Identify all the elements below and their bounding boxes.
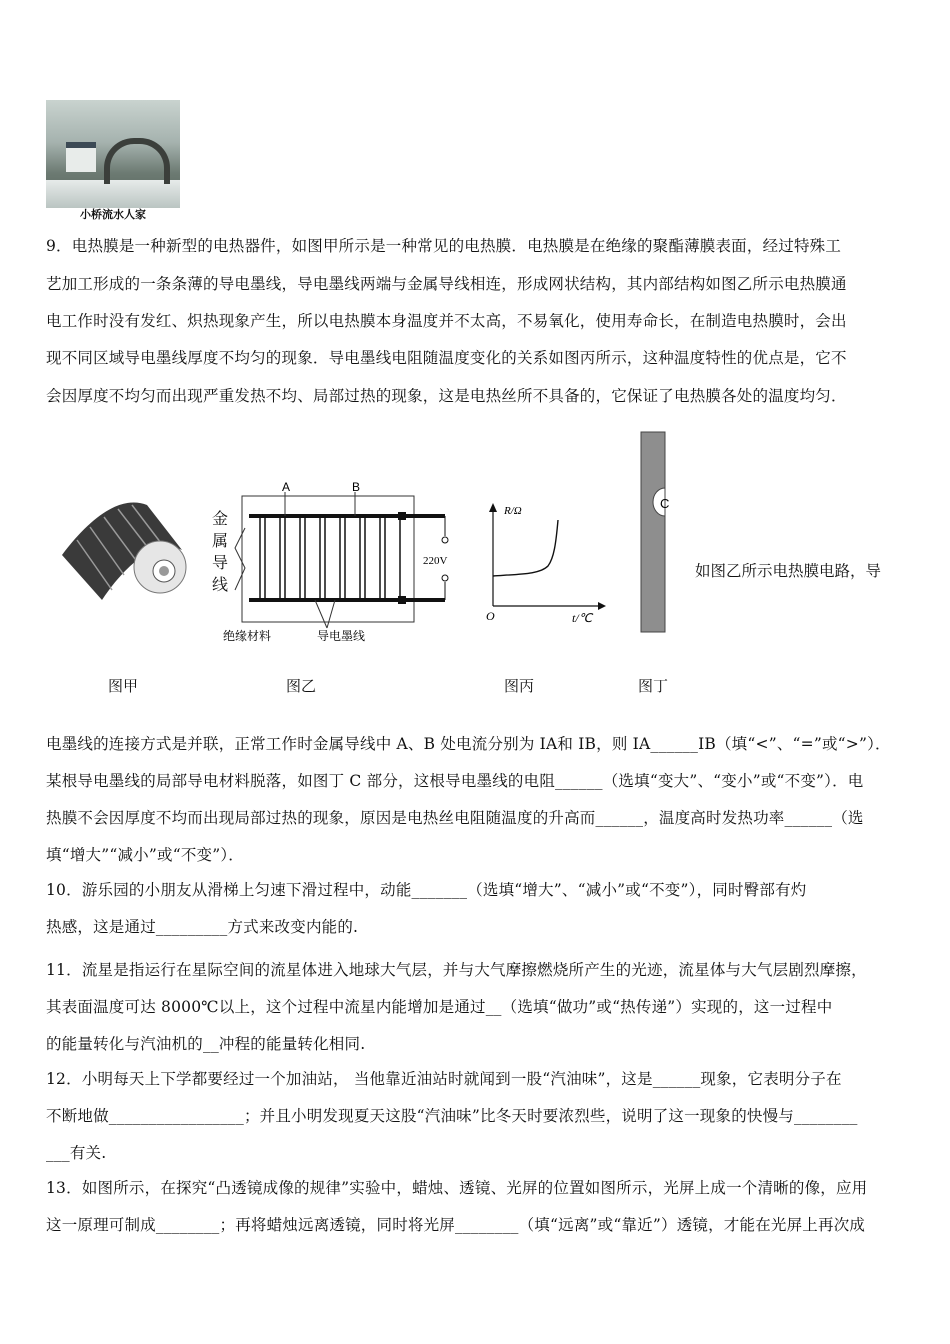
figure-yi-circuit — [205, 478, 465, 648]
q10-line-2: 热感，这是通过_________方式来改变内能的. — [46, 918, 359, 936]
metal-char-1: 金 — [212, 509, 229, 528]
q9-line-4: 现不同区域导电墨线厚度不均匀的现象．导电墨线电阻随温度变化的关系如图丙所示，这种温度特性的优点是，它不 — [46, 349, 847, 367]
q9-line-5: 会因厚度不均匀而出现严重发热不均、局部过热的现象，这是电热丝所不具备的，它保证了电热膜各处的温度均匀． — [46, 387, 847, 405]
metal-char-4: 线 — [212, 575, 229, 594]
q9-line-2: 艺加工形成的一条条薄的导电墨线，导电墨线两端与金属导线相连，形成网状结构，其内部结构如图乙所示电热膜通 — [46, 275, 847, 293]
label-220v: 220V — [423, 555, 448, 567]
figure-ding-strip — [638, 430, 678, 635]
photo-water — [46, 180, 180, 210]
label-t-axis: t/℃ — [572, 611, 593, 625]
metal-char-3: 导 — [212, 553, 229, 572]
caption-bing: 图丙 — [504, 677, 535, 695]
landscape-photo — [46, 100, 180, 222]
q9-after-line-2: 某根导电墨线的局部导电材料脱落，如图丁 C 部分，这根导电墨线的电阻______（选填“变大”、“变小”或“不变”）．电 — [46, 772, 864, 790]
label-insulator: 绝缘材料 — [223, 629, 272, 643]
q9-line-3: 电工作时没有发红、炽热现象产生，所以电热膜本身温度并不太高，不易氧化，使用寿命长，在制造电热膜时，会出 — [46, 312, 847, 330]
q13-line-2: 这一原理可制成________；再将蜡烛远离透镜，同时将光屏________（填“远离”或“靠近”）透镜，才能在光屏上再次成 — [46, 1216, 866, 1234]
q9-after-line-3: 热膜不会因厚度不均而出现局部过热的现象，原因是电热丝电阻随温度的升高而______，温度高时发热功率______（选 — [46, 809, 864, 827]
label-metal-wire — [212, 508, 232, 596]
caption-jia: 图甲 — [108, 677, 139, 695]
photo-house — [66, 142, 96, 172]
metal-char-2: 属 — [212, 531, 229, 550]
q11-line-1: 11．流星是指运行在星际空间的流星体进入地球大气层，并与大气摩擦燃烧所产生的光迹，流星体与大气层剧烈摩擦， — [46, 961, 867, 979]
label-origin: O — [486, 609, 495, 623]
q9-after-line-1: 电墨线的连接方式是并联，正常工作时金属导线中 A、B 处电流分别为 IA和 IB，则 IA______IB（填“<”、“=”或“>”）． — [46, 735, 891, 753]
label-r-axis: R/Ω — [504, 505, 522, 517]
caption-ding: 图丁 — [638, 677, 669, 695]
figure-jia-film-roll — [52, 495, 192, 615]
figure-bing-graph — [478, 498, 608, 628]
label-c: C — [660, 496, 670, 511]
q9-after-line-4: 填“增大”“减小”或“不变”）． — [46, 846, 244, 864]
q11-line-2: 其表面温度可达 8000℃以上，这个过程中流星内能增加是通过__（选填“做功”或“热传递”）实现的，这一过程中 — [46, 998, 833, 1016]
q10-line-1: 10．游乐园的小朋友从滑梯上匀速下滑过程中，动能_______（选填“增大”、“减小”或“不变”），同时臀部有灼 — [46, 881, 807, 899]
q11-line-3: 的能量转化与汽油机的__冲程的能量转化相同. — [46, 1035, 366, 1053]
q9-line-1: 9．电热膜是一种新型的电热器件，如图甲所示是一种常见的电热膜．电热膜是在绝缘的聚酯薄膜表面，经过特殊工 — [46, 237, 842, 255]
label-B: B — [352, 480, 361, 494]
q12-line-1: 12．小明每天上下学都要经过一个加油站， 当他靠近油站时就闻到一股“汽油味”，这是______现象，它表明分子在 — [46, 1070, 842, 1088]
photo-caption: 小桥流水人家 — [46, 208, 180, 222]
q12-line-3: ___有关. — [46, 1144, 107, 1162]
q9-side-text: 如图乙所示电热膜电路，导 — [695, 562, 882, 580]
q12-line-2: 不断地做_________________；并且小明发现夏天这股“汽油味”比冬天时要浓烈些，说明了这一现象的快慢与________ — [46, 1107, 858, 1125]
label-A: A — [282, 480, 291, 494]
photo-bridge — [104, 138, 170, 184]
caption-yi: 图乙 — [286, 677, 317, 695]
q13-line-1: 13．如图所示，在探究“凸透镜成像的规律”实验中，蜡烛、透镜、光屏的位置如图所示，光屏上成一个清晰的像，应用 — [46, 1179, 868, 1197]
label-ink-line: 导电墨线 — [317, 629, 366, 643]
